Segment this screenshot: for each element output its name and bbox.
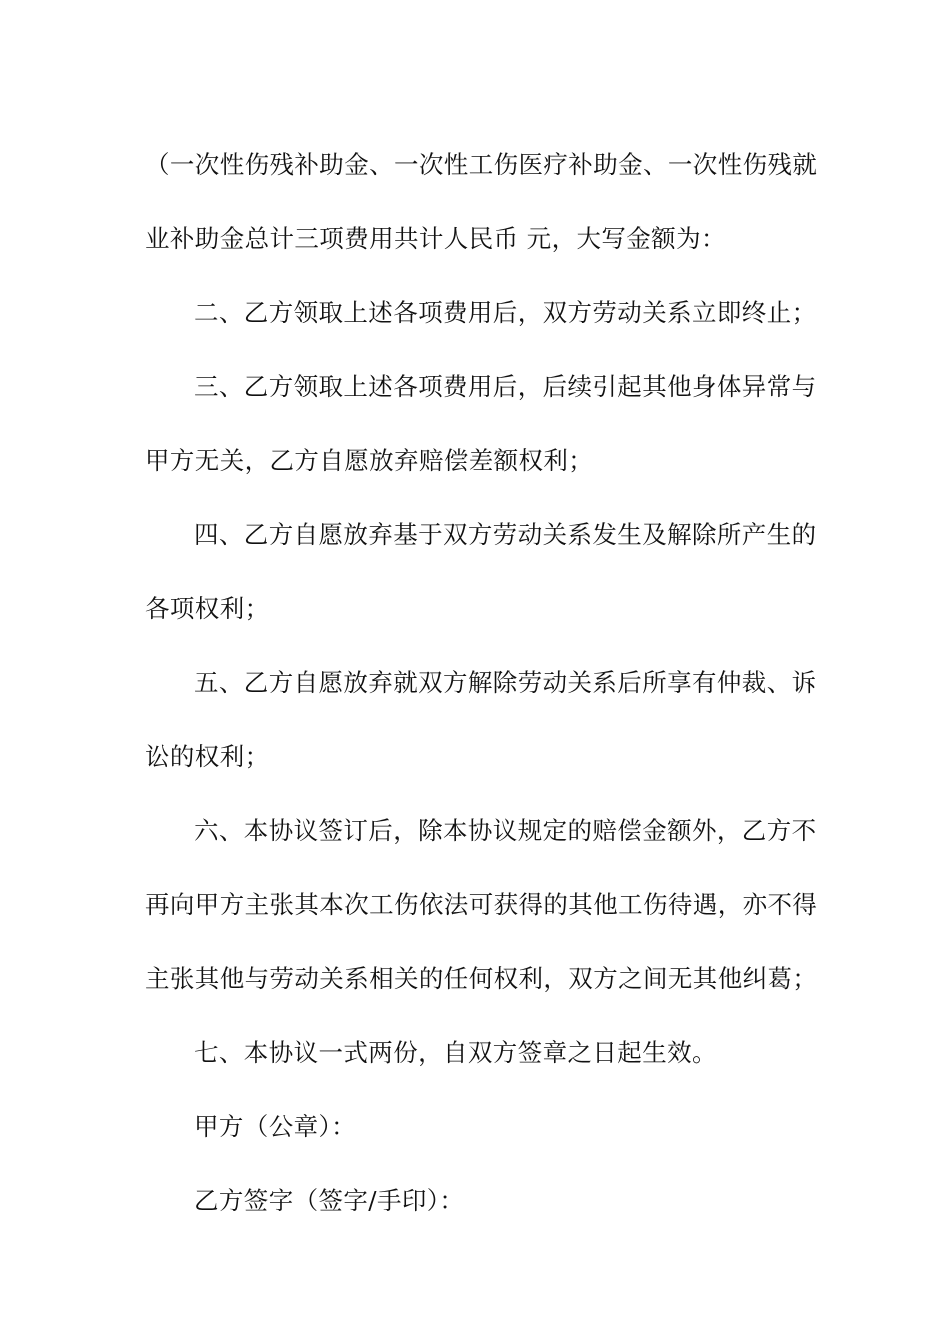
clause-five: 五、乙方自愿放弃就双方解除劳动关系后所享有仲裁、诉 [194, 668, 817, 697]
clause-three: 三、乙方领取上述各项费用后，后续引起其他身体异常与 [194, 372, 817, 401]
paragraph-line: 业补助金总计三项费用共计人民币 元，大写金额为： [145, 224, 726, 253]
paragraph-line: 各项权利； [145, 594, 270, 623]
clause-two: 二、乙方领取上述各项费用后，双方劳动关系立即终止； [194, 298, 817, 327]
paragraph-line: 甲方无关，乙方自愿放弃赔偿差额权利； [145, 446, 594, 475]
clause-six: 六、本协议签订后，除本协议规定的赔偿金额外，乙方不 [194, 816, 817, 845]
paragraph-line: 再向甲方主张其本次工伤依法可获得的其他工伤待遇，亦不得 [145, 890, 818, 919]
party-b-signature-label: 乙方签字（签字/手印）： [194, 1186, 465, 1215]
paragraph-line: （一次性伤残补助金、一次性工伤医疗补助金、一次性伤残就 [145, 150, 818, 179]
paragraph-line: 主张其他与劳动关系相关的任何权利，双方之间无其他纠葛； [145, 964, 818, 993]
document-body [145, 128, 818, 1238]
clause-four: 四、乙方自愿放弃基于双方劳动关系发生及解除所产生的 [194, 520, 817, 549]
clause-seven: 七、本协议一式两份，自双方签章之日起生效。 [194, 1038, 717, 1067]
paragraph-line: 讼的权利； [145, 742, 270, 771]
party-a-seal-label: 甲方（公章）： [194, 1112, 357, 1141]
